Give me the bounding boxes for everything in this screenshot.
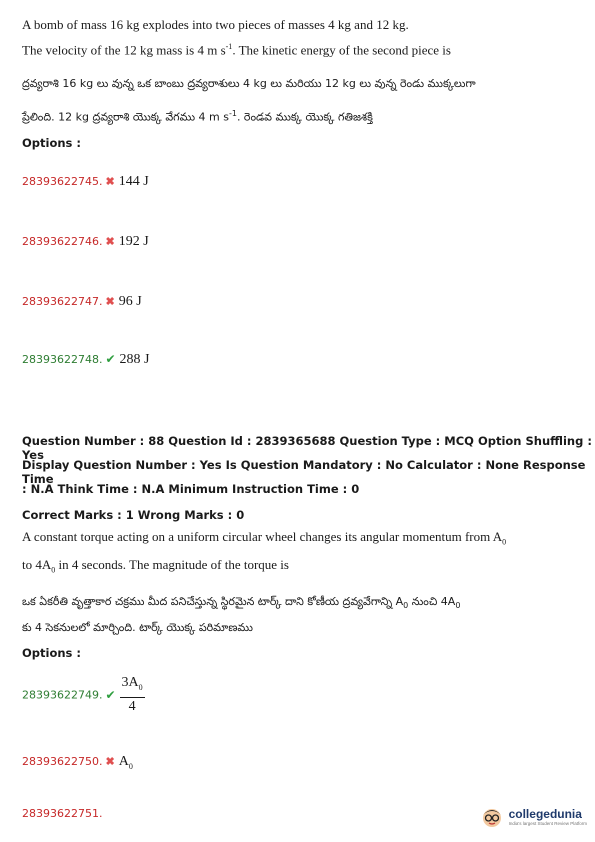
collegedunia-logo xyxy=(479,804,587,830)
q2-option-3[interactable]: 28393622751. xyxy=(22,807,103,820)
q2-option-1[interactable]: 28393622749. ✔ $\frac{3A_0}{4}$ xyxy=(22,675,143,714)
q2-english-line-1: A constant torque acting on a uniform circular wheel changes its angular momentum from $A_0$ xyxy=(22,529,507,547)
cross-icon: ✖ xyxy=(105,756,115,768)
q1-option-1[interactable]: 28393622745. ✖ 144 J xyxy=(22,174,149,189)
q2-meta-line-2: Display Question Number : Yes Is Question Mandatory : No Calculator : None Response Time xyxy=(22,458,586,486)
q1-option-3[interactable]: 28393622747. ✖ 96 J xyxy=(22,294,142,309)
q2-options-label: Options : xyxy=(22,646,81,660)
q1-english-line-1: A bomb of mass 16 kg explodes into two pieces of masses 4 kg and 12 kg. xyxy=(22,17,409,32)
q2-telugu-line-1: ఒక ఏకరీతి వృత్తాకార చక్రము మీద పనిచేస్తున్న స్థిరమైన టార్క్ దాని కోణీయ ద్రవ్యవేగాన్ని $A_0$ నుంచి $4A_0$ xyxy=(22,595,461,611)
fraction: $\frac{3A_0}{4}$ xyxy=(121,675,143,714)
mascot-icon xyxy=(479,804,505,830)
q1-telugu-line-2: ప్రేలింది. 12 kg ద్రవ్యరాశి యొక్క వేగము 4 m $s^{-1}$. రెండవ ముక్క యొక్క గతిజశక్తి xyxy=(22,109,373,124)
q1-option-2[interactable]: 28393622746. ✖ 192 J xyxy=(22,234,149,249)
q1-telugu-line-1: ద్రవ్యరాశి 16 kg లు వున్న ఒక బాంబు ద్రవ్యరాశులు 4 kg లు మరియు 12 kg లు వున్న రెండు ముక్కలుగా xyxy=(22,77,476,90)
q2-english-line-2: to $4A_0$ in 4 seconds. The magnitude of the torque is xyxy=(22,557,289,575)
q2-option-2[interactable]: 28393622750. ✖ $A_0$ xyxy=(22,754,133,772)
q2-meta-line-1: Question Number : 88 Question Id : 2839365688 Question Type : MCQ Option Shuffling : Yes xyxy=(22,434,592,462)
cross-icon: ✖ xyxy=(105,176,115,188)
cross-icon: ✖ xyxy=(105,296,115,308)
logo-tagline: India's largest Student Review Platform xyxy=(508,820,587,826)
q2-telugu-line-2: కు 4 సెకనులలో మార్చింది. టార్క్ యొక్క పరిమాణము xyxy=(22,621,253,634)
q1-options-label: Options : xyxy=(22,136,81,150)
q2-marks: Correct Marks : 1 Wrong Marks : 0 xyxy=(22,508,245,522)
check-icon: ✔ xyxy=(105,687,116,702)
check-icon: ✔ xyxy=(105,352,116,366)
q1-option-4[interactable]: 28393622748. ✔ 288 J xyxy=(22,352,150,367)
q1-english-line-2: The velocity of the 12 kg mass is 4 m $s^{-1}$. The kinetic energy of the second piece is xyxy=(22,42,451,58)
logo-wordmark: collegedunia xyxy=(508,806,582,821)
cross-icon: ✖ xyxy=(105,236,115,248)
q2-meta-line-3: : N.A Think Time : N.A Minimum Instruction Time : 0 xyxy=(22,482,360,496)
